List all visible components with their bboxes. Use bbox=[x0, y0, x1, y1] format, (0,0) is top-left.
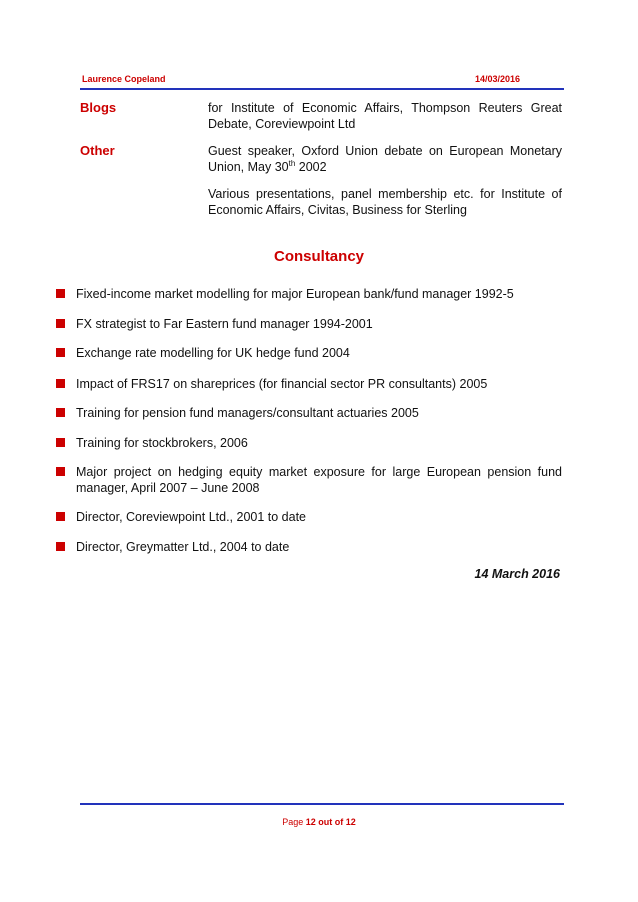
other-p1-sup: th bbox=[288, 158, 296, 168]
page-current: 12 bbox=[305, 817, 316, 827]
bullet-square-icon bbox=[56, 512, 65, 521]
bullet-square-icon bbox=[56, 438, 65, 447]
list-item: Exchange rate modelling for UK hedge fund 2004 bbox=[76, 346, 350, 360]
page-prefix: Page bbox=[282, 817, 306, 827]
other-p1-tail: 2002 bbox=[295, 160, 327, 174]
list-item: Director, Greymatter Ltd., 2004 to date bbox=[76, 540, 290, 554]
list-item: FX strategist to Far Eastern fund manager 1994-2001 bbox=[76, 317, 373, 331]
bullet-square-icon bbox=[56, 289, 65, 298]
page-total: 12 bbox=[345, 817, 356, 827]
signoff-date: 14 March 2016 bbox=[474, 567, 560, 581]
consultancy-heading: Consultancy bbox=[273, 248, 364, 265]
list-item: Training for pension fund managers/consultant actuaries 2005 bbox=[76, 406, 419, 420]
blogs-label: Blogs bbox=[80, 100, 117, 115]
other-paragraph-1 bbox=[208, 143, 562, 175]
list-item: Director, Coreviewpoint Ltd., 2001 to date bbox=[76, 510, 306, 524]
bullet-square-icon bbox=[56, 408, 65, 417]
page-middle: out of bbox=[315, 817, 346, 827]
footer-rule bbox=[80, 803, 564, 805]
bullet-square-icon bbox=[56, 319, 65, 328]
blogs-text: for Institute of Economic Affairs, Thompson Reuters Great Debate, Coreviewpoint Ltd bbox=[208, 101, 562, 131]
bullet-square-icon bbox=[56, 467, 65, 476]
bullet-square-icon bbox=[56, 379, 65, 388]
header-author: Laurence Copeland bbox=[82, 74, 166, 84]
page-number bbox=[0, 817, 638, 827]
other-label: Other bbox=[80, 143, 115, 158]
other-paragraph-2: Various presentations, panel membership etc. for Institute of Economic Affairs, Civitas, Business for Sterling bbox=[208, 187, 562, 217]
list-item: Fixed-income market modelling for major European bank/fund manager 1992-5 bbox=[76, 287, 514, 301]
header-rule bbox=[80, 88, 564, 90]
other-p1-text: Guest speaker, Oxford Union debate on European Monetary Union, May 30 bbox=[208, 144, 562, 174]
list-item: Training for stockbrokers, 2006 bbox=[76, 436, 248, 450]
bullet-square-icon bbox=[56, 348, 65, 357]
bullet-square-icon bbox=[56, 542, 65, 551]
list-item: Impact of FRS17 on shareprices (for financial sector PR consultants) 2005 bbox=[76, 377, 488, 391]
header-date: 14/03/2016 bbox=[475, 74, 521, 84]
list-item: Major project on hedging equity market exposure for large European pension fund manager, April 2007 – June 2008 bbox=[76, 465, 562, 495]
